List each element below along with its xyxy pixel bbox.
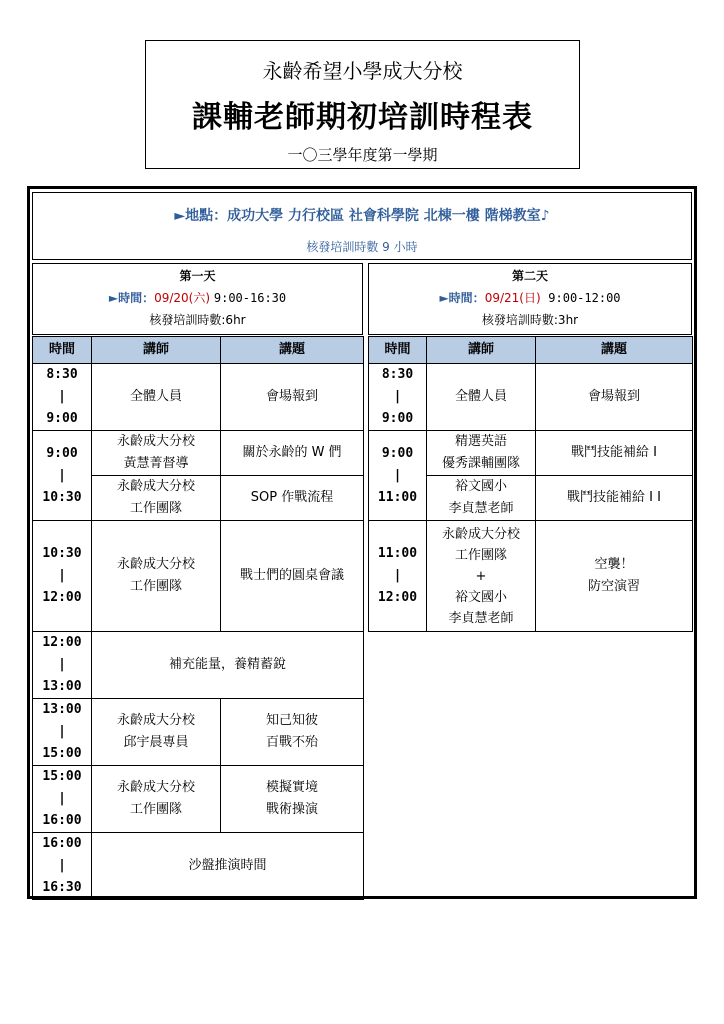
time-cell: 9:00 | 10:30 xyxy=(33,431,92,521)
col-topic-header: 講題 xyxy=(221,337,364,364)
time-cell: 8:30 | 9:00 xyxy=(33,364,92,431)
time-cell: 9:00 | 11:00 xyxy=(369,431,427,521)
day1-schedule-table xyxy=(32,336,364,900)
lecturer-cell: 永齡成大分校 工作團隊 + 裕文國小 李貞慧老師 xyxy=(427,521,536,632)
topic-cell: 會場報到 xyxy=(221,364,364,431)
table-row xyxy=(369,364,693,431)
day2-time-line xyxy=(368,289,692,306)
day1-date: 09/20(六) xyxy=(154,291,211,305)
lecturer-cell: 永齡成大分校 工作團隊 xyxy=(92,476,221,521)
day1-time-label: ►時間： xyxy=(108,291,155,305)
topic-cell: 戰鬥技能補給 I xyxy=(536,431,693,476)
time-cell: 13:00 | 15:00 xyxy=(33,699,92,766)
topic-cell: 戰士們的圓桌會議 xyxy=(221,521,364,632)
lecturer-cell: 裕文國小 李貞慧老師 xyxy=(427,476,536,521)
lecturer-cell: 永齡成大分校 邱宇晨專員 xyxy=(92,699,221,766)
merged-cell: 補充能量，養精蓄銳 xyxy=(92,632,364,699)
table-row xyxy=(33,632,364,699)
topic-cell: 會場報到 xyxy=(536,364,693,431)
time-cell: 11:00 | 12:00 xyxy=(369,521,427,632)
school-name: 永齡希望小學成大分校 xyxy=(262,59,463,83)
topic-cell: 模擬實境 戰術操演 xyxy=(221,766,364,833)
day1-header-row xyxy=(33,337,364,364)
col-lecturer-header: 講師 xyxy=(427,337,536,364)
lecturer-cell: 全體人員 xyxy=(92,364,221,431)
topic-cell: 關於永齡的 W 們 xyxy=(221,431,364,476)
time-cell: 16:00 | 16:30 xyxy=(33,833,92,900)
day2-time-label: ►時間： xyxy=(439,291,485,305)
col-time-header: 時間 xyxy=(33,337,92,364)
lecturer-cell: 全體人員 xyxy=(427,364,536,431)
table-row xyxy=(33,766,364,833)
day1-name: 第一天 xyxy=(179,269,216,283)
day1-hours: 9:00-16:30 xyxy=(213,291,287,305)
table-row xyxy=(33,833,364,900)
table-row xyxy=(369,431,693,476)
day2-credit: 核發培訓時數:3hr xyxy=(481,313,579,327)
lecturer-cell: 永齡成大分校 黃慧菁督導 xyxy=(92,431,221,476)
topic-cell: SOP 作戰流程 xyxy=(221,476,364,521)
term-label: 一〇三學年度第一學期 xyxy=(287,146,438,164)
day2-schedule-table xyxy=(368,336,693,632)
day2-hours: 9:00-12:00 xyxy=(548,291,621,305)
time-cell: 8:30 | 9:00 xyxy=(369,364,427,431)
topic-cell: 知己知彼 百戰不殆 xyxy=(221,699,364,766)
col-topic-header: 講題 xyxy=(536,337,693,364)
table-row xyxy=(33,364,364,431)
lecturer-cell: 精選英語 優秀課輔團隊 xyxy=(427,431,536,476)
time-cell: 10:30 | 12:00 xyxy=(33,521,92,632)
lecturer-cell: 永齡成大分校 工作團隊 xyxy=(92,521,221,632)
page-title: 課輔老師期初培訓時程表 xyxy=(192,100,533,135)
day2-header-row xyxy=(369,337,693,364)
topic-cell: 空襲！ 防空演習 xyxy=(536,521,693,632)
time-cell: 12:00 | 13:00 xyxy=(33,632,92,699)
merged-cell: 沙盤推演時間 xyxy=(92,833,364,900)
table-row xyxy=(33,521,364,632)
time-cell: 15:00 | 16:00 xyxy=(33,766,92,833)
day1-time-line xyxy=(32,289,363,306)
day2-name: 第二天 xyxy=(511,269,548,283)
table-row xyxy=(33,431,364,476)
day2-date: 09/21(日) xyxy=(484,291,541,305)
col-time-header: 時間 xyxy=(369,337,427,364)
location-text: ►地點：成功大學 力行校區 社會科學院 北棟一樓 階梯教室♪ xyxy=(174,208,550,224)
col-lecturer-header: 講師 xyxy=(92,337,221,364)
day1-credit: 核發培訓時數:6hr xyxy=(149,313,246,327)
lecturer-cell: 永齡成大分校 工作團隊 xyxy=(92,766,221,833)
table-row xyxy=(33,699,364,766)
table-row xyxy=(369,521,693,632)
approved-hours: 核發培訓時數 9 小時 xyxy=(306,240,418,254)
topic-cell: 戰鬥技能補給 I I xyxy=(536,476,693,521)
